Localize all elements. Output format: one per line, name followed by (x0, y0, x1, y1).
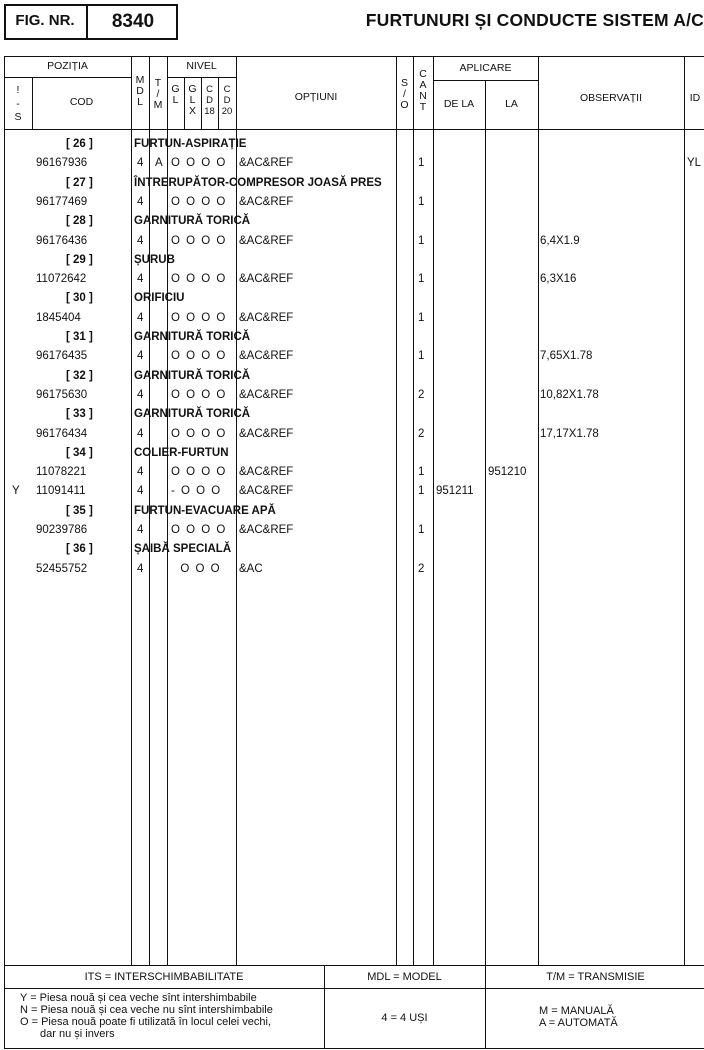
position-number: [ 36 ] (66, 543, 93, 555)
options-code: &AC&REF (239, 312, 294, 324)
its-legend-line: dar nu și invers (40, 1028, 115, 1040)
observation: 17,17X1.78 (540, 428, 599, 440)
position-number: [ 35 ] (66, 505, 93, 517)
quantity: 1 (418, 235, 425, 247)
col-header-its: ! (16, 84, 20, 96)
mdl-legend-title: MDL = MODEL (367, 971, 442, 983)
col-header-sio: S / O (400, 77, 409, 111)
model-code: 4 (137, 157, 144, 169)
col-header-mdl: M D L (135, 74, 145, 108)
fig-number: 8340 (111, 11, 155, 32)
col-header-its: - (16, 98, 20, 110)
part-name: ÎNTRERUPĂTOR-COMPRESOR JOASĂ PRES (134, 177, 382, 189)
mdl-legend-value: 4 = 4 UȘI (381, 1012, 428, 1024)
col-header-nivel: NIVEL (186, 60, 217, 72)
part-code: 96167936 (36, 157, 88, 169)
part-name: FURTUN-EVACUARE APĂ (134, 505, 276, 517)
nivel-marks: O O O O (171, 273, 227, 285)
model-code: 4 (137, 235, 144, 247)
position-number: [ 32 ] (66, 370, 93, 382)
tm-legend-line: A = AUTOMATĂ (539, 1017, 618, 1029)
part-name: GARNITURĂ TORICĂ (134, 370, 251, 382)
nivel-marks: O O O O (171, 196, 227, 208)
options-code: &AC&REF (239, 389, 294, 401)
col-header-de-la: DE LA (443, 98, 475, 110)
part-code: 96176435 (36, 350, 88, 362)
its-legend-title: ITS = INTERSCHIMBABILITATE (84, 971, 244, 983)
part-name: GARNITURĂ TORICĂ (134, 408, 251, 420)
position-number: [ 28 ] (66, 215, 93, 227)
quantity: 1 (418, 273, 425, 285)
grid-line (538, 56, 539, 965)
position-number: [ 34 ] (66, 447, 93, 459)
quantity: 1 (418, 485, 425, 497)
pozitia-rule (4, 77, 131, 78)
options-code: &AC&REF (239, 196, 294, 208)
nivel-marks: O O O O (171, 157, 227, 169)
observation: 6,3X16 (540, 273, 577, 285)
position-number: [ 31 ] (66, 331, 93, 343)
part-name: FURTUN-ASPIRAȚIE (134, 138, 247, 150)
quantity: 2 (418, 563, 425, 575)
part-name: GARNITURĂ TORICĂ (134, 215, 251, 227)
nivel-marks: O O O O (171, 428, 227, 440)
options-code: &AC&REF (239, 466, 294, 478)
grid-line (413, 56, 414, 965)
options-code: &AC&REF (239, 485, 294, 497)
nivel-marks: O O O O (171, 466, 227, 478)
part-code: 1845404 (36, 312, 81, 324)
col-header-observatii: OBSERVAȚII (579, 92, 643, 104)
options-code: &AC&REF (239, 428, 294, 440)
observation: 10,82X1.78 (540, 389, 599, 401)
col-header-la: LA (505, 98, 518, 110)
part-name: COLIER-FURTUN (134, 447, 229, 459)
model-code: 4 (137, 563, 144, 575)
col-header-glx: G L X (188, 83, 197, 117)
position-number: [ 29 ] (66, 254, 93, 266)
col-header-cd20: C D 20 (221, 84, 233, 117)
part-code: 96177469 (36, 196, 88, 208)
its-legend-line: Y = Piesa nouă și cea veche sînt intershimbabile (20, 992, 257, 1004)
quantity: 1 (418, 312, 425, 324)
footer-sub-rule (4, 988, 704, 989)
options-code: &AC&REF (239, 273, 294, 285)
part-code: 11091411 (36, 485, 86, 497)
grid-line (684, 56, 685, 965)
its-flag: Y (12, 485, 20, 497)
id-code: YL (687, 157, 702, 169)
col-header-its: S (14, 111, 22, 123)
position-number: [ 27 ] (66, 177, 93, 189)
col-header-optiuni: OPȚIUNI (294, 91, 338, 103)
nivel-marks: O O O (171, 563, 222, 575)
options-code: &AC&REF (239, 235, 294, 247)
model-code: 4 (137, 273, 144, 285)
grid-line (485, 80, 486, 965)
part-code: 11078221 (36, 466, 87, 478)
model-code: 4 (137, 428, 144, 440)
col-header-tm: T / M (153, 77, 163, 111)
header-rule (4, 129, 704, 130)
col-header-cant: C A N T (419, 68, 427, 113)
model-code: 4 (137, 196, 144, 208)
nivel-marks: - O O O (171, 485, 222, 497)
model-code: 4 (137, 524, 144, 536)
options-code: &AC (239, 563, 263, 575)
grid-line (396, 56, 397, 965)
grid-line (131, 56, 132, 965)
transmission-code: A (155, 157, 163, 169)
its-legend-line: O = Piesa nouă poate fi utilizată în locul celei vechi, (20, 1016, 272, 1028)
col-header-gl: G L (171, 83, 180, 106)
page-title: FURTUNURI ȘI CONDUCTE SISTEM A/C (365, 10, 704, 30)
options-code: &AC&REF (239, 157, 294, 169)
part-code: 52455752 (36, 563, 88, 575)
col-header-aplicare: APLICARE (459, 62, 512, 74)
its-legend-line: N = Piesa nouă și cea veche nu sînt intershimbabile (20, 1004, 273, 1016)
part-code: 11072642 (36, 273, 87, 285)
position-number: [ 33 ] (66, 408, 93, 420)
options-code: &AC&REF (239, 524, 294, 536)
position-number: [ 30 ] (66, 292, 93, 304)
parts-table-frame (4, 56, 704, 1049)
part-code: 90239786 (36, 524, 88, 536)
part-name: GARNITURĂ TORICĂ (134, 331, 251, 343)
part-code: 96176436 (36, 235, 88, 247)
part-name: ȘAIBĂ SPECIALĂ (134, 543, 232, 555)
position-number: [ 26 ] (66, 138, 93, 150)
quantity: 2 (418, 428, 425, 440)
model-code: 4 (137, 350, 144, 362)
model-code: 4 (137, 312, 144, 324)
observation: 6,4X1.9 (540, 235, 580, 247)
applies-from: 951211 (436, 485, 474, 497)
quantity: 1 (418, 524, 425, 536)
applies-to: 951210 (488, 466, 527, 478)
part-name: ȘURUB (134, 254, 175, 266)
fig-label: FIG. NR. (4, 4, 88, 40)
part-code: 96176434 (36, 428, 88, 440)
quantity: 1 (418, 350, 425, 362)
part-name: ORIFICIU (134, 292, 185, 304)
col-header-pozitia: POZIȚIA (47, 60, 88, 72)
model-code: 4 (137, 389, 144, 401)
observation: 7,65X1.78 (540, 350, 593, 362)
col-header-id: ID (689, 92, 701, 104)
nivel-marks: O O O O (171, 389, 227, 401)
quantity: 1 (418, 157, 425, 169)
nivel-marks: O O O O (171, 312, 227, 324)
nivel-marks: O O O O (171, 350, 227, 362)
nivel-marks: O O O O (171, 235, 227, 247)
nivel-marks: O O O O (171, 524, 227, 536)
grid-line (433, 56, 434, 965)
col-header-cod: COD (69, 96, 94, 108)
footer-rule (4, 965, 704, 966)
quantity: 1 (418, 466, 425, 478)
model-code: 4 (137, 466, 144, 478)
model-code: 4 (137, 485, 144, 497)
tm-legend-line: M = MANUALĂ (539, 1005, 614, 1017)
part-code: 96175630 (36, 389, 88, 401)
col-header-cd18: C D 18 (204, 84, 215, 117)
tm-legend-title: T/M = TRANSMISIE (546, 971, 645, 983)
quantity: 2 (418, 389, 425, 401)
options-code: &AC&REF (239, 350, 294, 362)
quantity: 1 (418, 196, 425, 208)
